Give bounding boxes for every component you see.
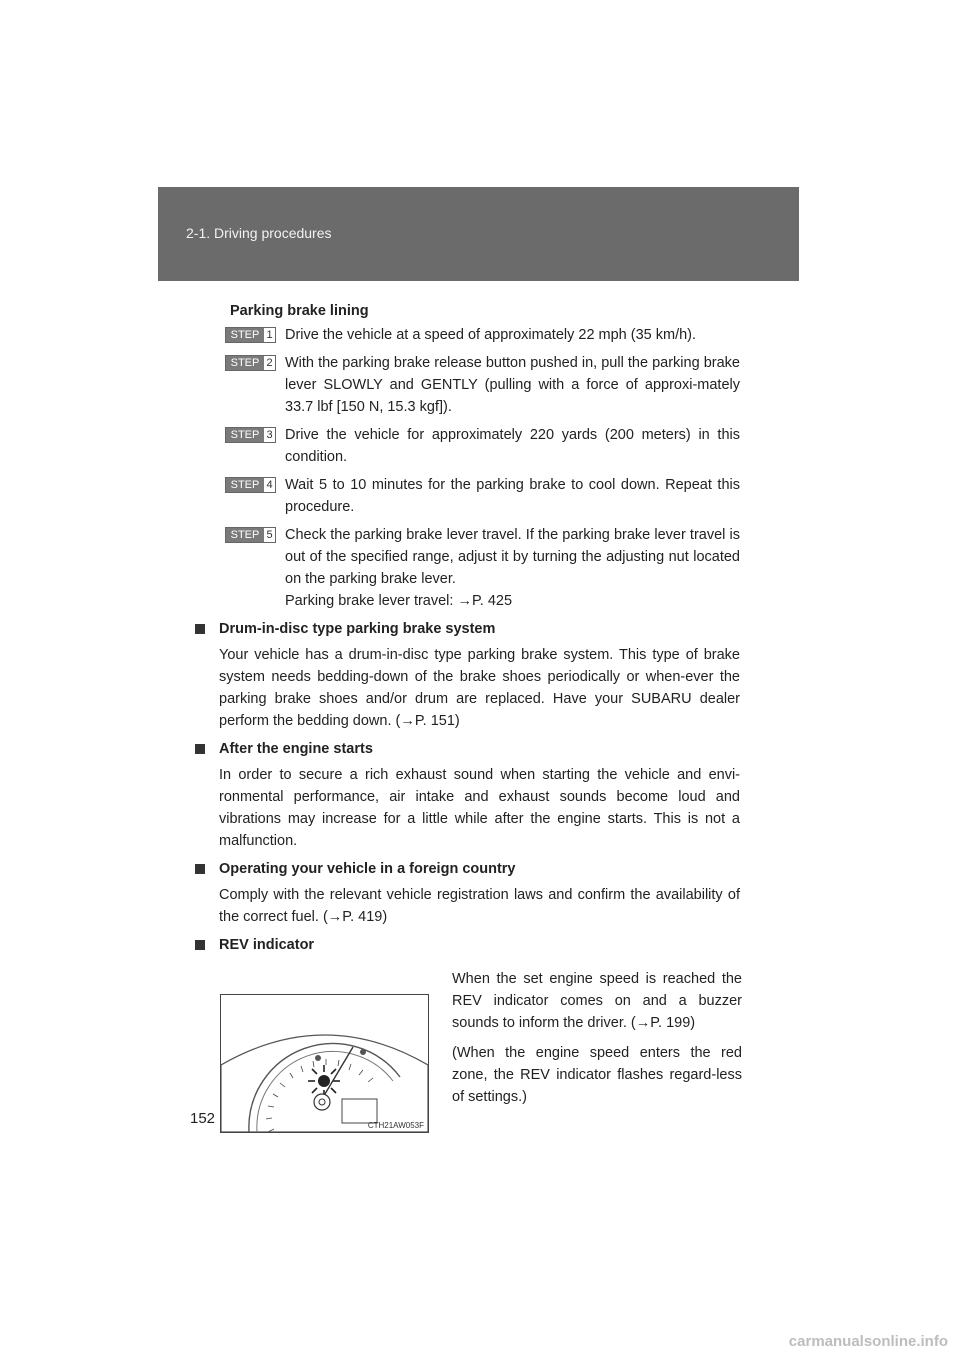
section-heading: Operating your vehicle in a foreign country — [205, 858, 740, 880]
intro-heading: Parking brake lining — [230, 303, 369, 319]
rev-text-1: When the set engine speed is reached the REV indicator comes on and a buzzer sounds to inform the driver. (→P. 199) — [452, 971, 742, 1031]
step-badge: STEP 1 — [225, 327, 276, 343]
square-bullet-icon — [195, 744, 205, 754]
section-text: Comply with the relevant vehicle registration laws and confirm the availability of the correct fuel. (→P. 419) — [219, 887, 740, 925]
header-bar — [158, 187, 799, 281]
step-note: Parking brake lever travel: →P. 425 — [285, 593, 513, 609]
step-text: Wait 5 to 10 minutes for the parking brake to cool down. Repeat this procedure. — [285, 477, 740, 515]
rev-description — [452, 968, 742, 1116]
rev-indicator-block — [205, 960, 740, 1160]
section-text: Your vehicle has a drum-in-disc type parking brake system. This type of brake system needs bedding-down of the brake shoes periodically or when-ever the parking brake shoes and/or drum are replaced. Have your SUBARU dealer perform the bedding down. (→P. 151) — [219, 647, 740, 729]
section-text: In order to secure a rich exhaust sound when starting the vehicle and envi-ronmental performance, air intake and exhaust sounds become loud and vibrations may increase for a little while after the engine starts. This is not a malfunction. — [219, 767, 740, 849]
step-1 — [205, 324, 740, 346]
watermark: carmanualsonline.info — [788, 1333, 948, 1350]
section-heading: After the engine starts — [205, 738, 740, 760]
figure-code: CTH21AW053F — [367, 1121, 424, 1130]
step-badge: STEP 3 — [225, 427, 276, 443]
step-4 — [205, 474, 740, 518]
rev-text-2: (When the engine speed enters the red zone, the REV indicator flashes regard-less of settings.) — [452, 1045, 742, 1105]
step-badge: STEP 5 — [225, 527, 276, 543]
tachometer-figure — [220, 994, 429, 1133]
step-3 — [205, 424, 740, 468]
step-text: Drive the vehicle at a speed of approximately 22 mph (35 km/h). — [285, 327, 697, 343]
step-5 — [205, 524, 740, 612]
page-number: 152 — [190, 1110, 216, 1127]
step-2 — [205, 352, 740, 418]
step-text: Drive the vehicle for approximately 220 yards (200 meters) in this condition. — [285, 427, 740, 465]
section-heading: Drum-in-disc type parking brake system — [205, 618, 740, 640]
square-bullet-icon — [195, 864, 205, 874]
step-badge: STEP 2 — [225, 355, 276, 371]
square-bullet-icon — [195, 940, 205, 950]
step-text: With the parking brake release button pushed in, pull the parking brake lever SLOWLY and GENTLY (pulling with a force of approxi-mately 33.7 lbf [150 N, 15.3 kgf]). — [285, 355, 740, 415]
square-bullet-icon — [195, 624, 205, 634]
section-title: 2-1. Driving procedures — [186, 225, 332, 241]
step-text: Check the parking brake lever travel. If the parking brake lever travel is out of the specified range, adjust it by turning the adjusting nut located on the parking brake lever. — [285, 527, 740, 587]
section-heading: REV indicator — [205, 934, 740, 956]
step-badge: STEP 4 — [225, 477, 276, 493]
tachometer-icon — [221, 995, 428, 1132]
page-content — [205, 300, 740, 1160]
